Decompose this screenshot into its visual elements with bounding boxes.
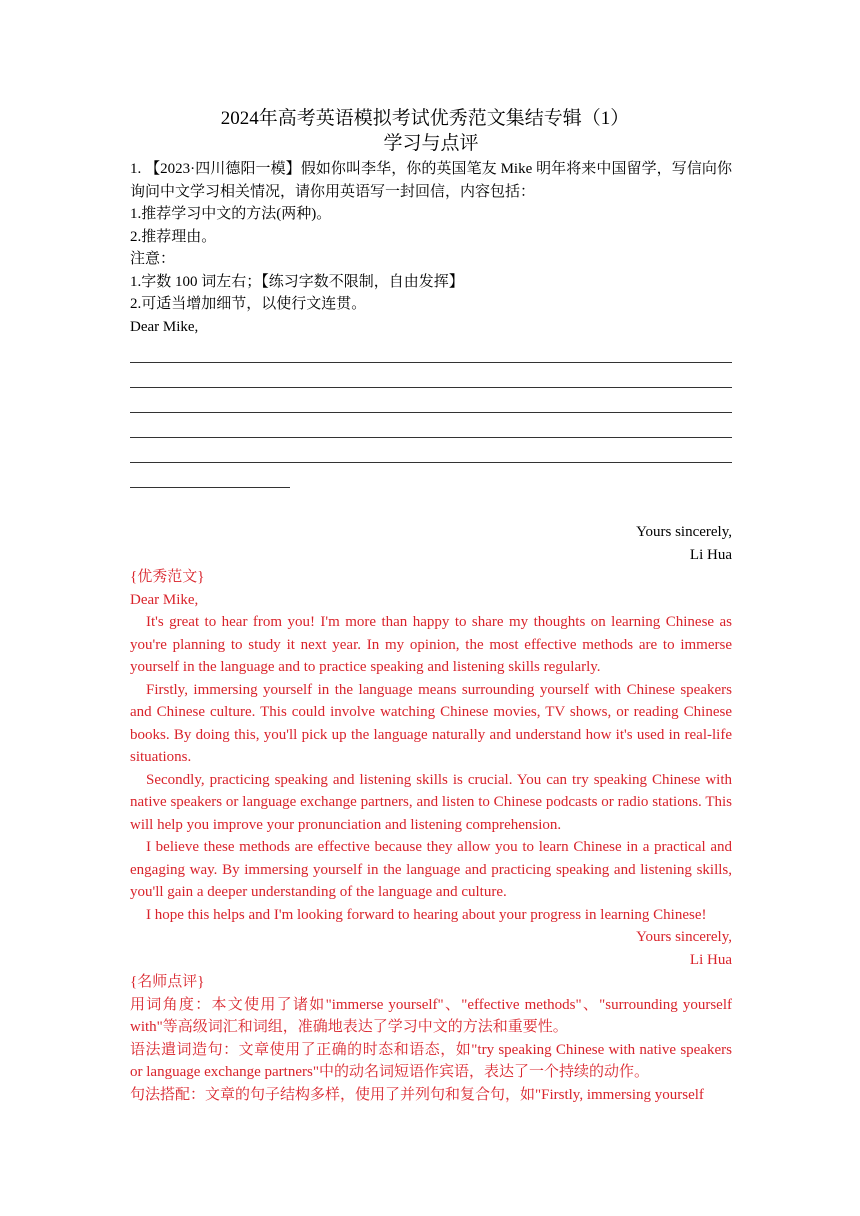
question-prompt: 1. 【2023·四川德阳一模】假如你叫李华，你的英国笔友 Mike 明年将来中国留学，写信向你询问中文学习相关情况，请你用英语写一封回信，内容包括： (130, 161, 732, 200)
answer-lines (130, 338, 732, 488)
page-title: 2024年高考英语模拟考试优秀范文集结专辑（1） (220, 108, 630, 129)
question-signature: Li Hua (689, 546, 732, 563)
model-essay-tag: {优秀范文} (130, 569, 205, 585)
model-paragraph: I hope this helps and I'm looking forward to hearing about your progress in learning Chinese! (146, 906, 707, 923)
model-closing: Yours sincerely, (636, 929, 732, 945)
teacher-review (130, 971, 732, 1106)
answer-line (130, 338, 732, 363)
model-paragraph: I believe these methods are effective because they allow you to learn Chinese in a practical and engaging way. By immersing yourself in the language and practicing speaking and listening skills, you'll gain a deeper understanding of the language and culture. (130, 839, 732, 900)
page-subtitle: 学习与点评 (383, 133, 479, 154)
answer-line (130, 463, 290, 488)
notes-label: 注意： (130, 251, 176, 267)
document-content (130, 106, 732, 1106)
model-signature: Li Hua (689, 951, 732, 968)
answer-line (130, 388, 732, 413)
review-item: 句法搭配：文章的句子结构多样，使用了并列句和复合句，如"Firstly, immersing yourself (130, 1086, 704, 1103)
review-item: 用词角度：本文使用了诸如"immerse yourself"、"effective methods"、"surrounding yourself with"等高级词汇和词组，准确地表达了学习中文的方法和重要性。 (130, 996, 732, 1035)
answer-line (130, 363, 732, 388)
question-salutation: Dear Mike, (130, 318, 199, 335)
review-tag: {名师点评} (130, 974, 205, 990)
review-item: 语法遣词造句：文章使用了正确的时态和语态，如"try speaking Chinese with native speakers or language exchange partners"中的动名词短语作宾语，表达了一个持续的动作。 (130, 1041, 732, 1080)
note-1: 1.字数 100 词左右；【练习字数不限制，自由发挥】 (130, 273, 464, 290)
answer-line (130, 413, 732, 438)
model-essay (130, 566, 732, 971)
question-closing: Yours sincerely, (636, 524, 732, 540)
model-paragraph: Firstly, immersing yourself in the language means surrounding yourself with Chinese speakers and Chinese culture. This could involve watching Chinese movies, TV shows, or reading Chinese books. By doing this, you'll pick up the language naturally and understand how it's used in real-life situations. (130, 681, 732, 765)
question-point-1: 1.推荐学习中文的方法(两种)。 (130, 206, 332, 222)
note-2: 2.可适当增加细节，以使行文连贯。 (130, 296, 367, 312)
model-paragraph: Secondly, practicing speaking and listening skills is crucial. You can try speaking Chinese with native speakers or language exchange partners, and listen to Chinese podcasts or radio stations. This will help you improve your pronunciation and listening comprehension. (130, 771, 732, 833)
answer-line (130, 438, 732, 463)
model-salutation: Dear Mike, (130, 591, 199, 608)
model-paragraph: It's great to hear from you! I'm more than happy to share my thoughts on learning Chinese as you're planning to study it next year. In my opinion, the most effective methods are to immerse yourself in the language and to practice speaking and listening skills regularly. (130, 614, 732, 675)
question-point-2: 2.推荐理由。 (130, 228, 217, 245)
